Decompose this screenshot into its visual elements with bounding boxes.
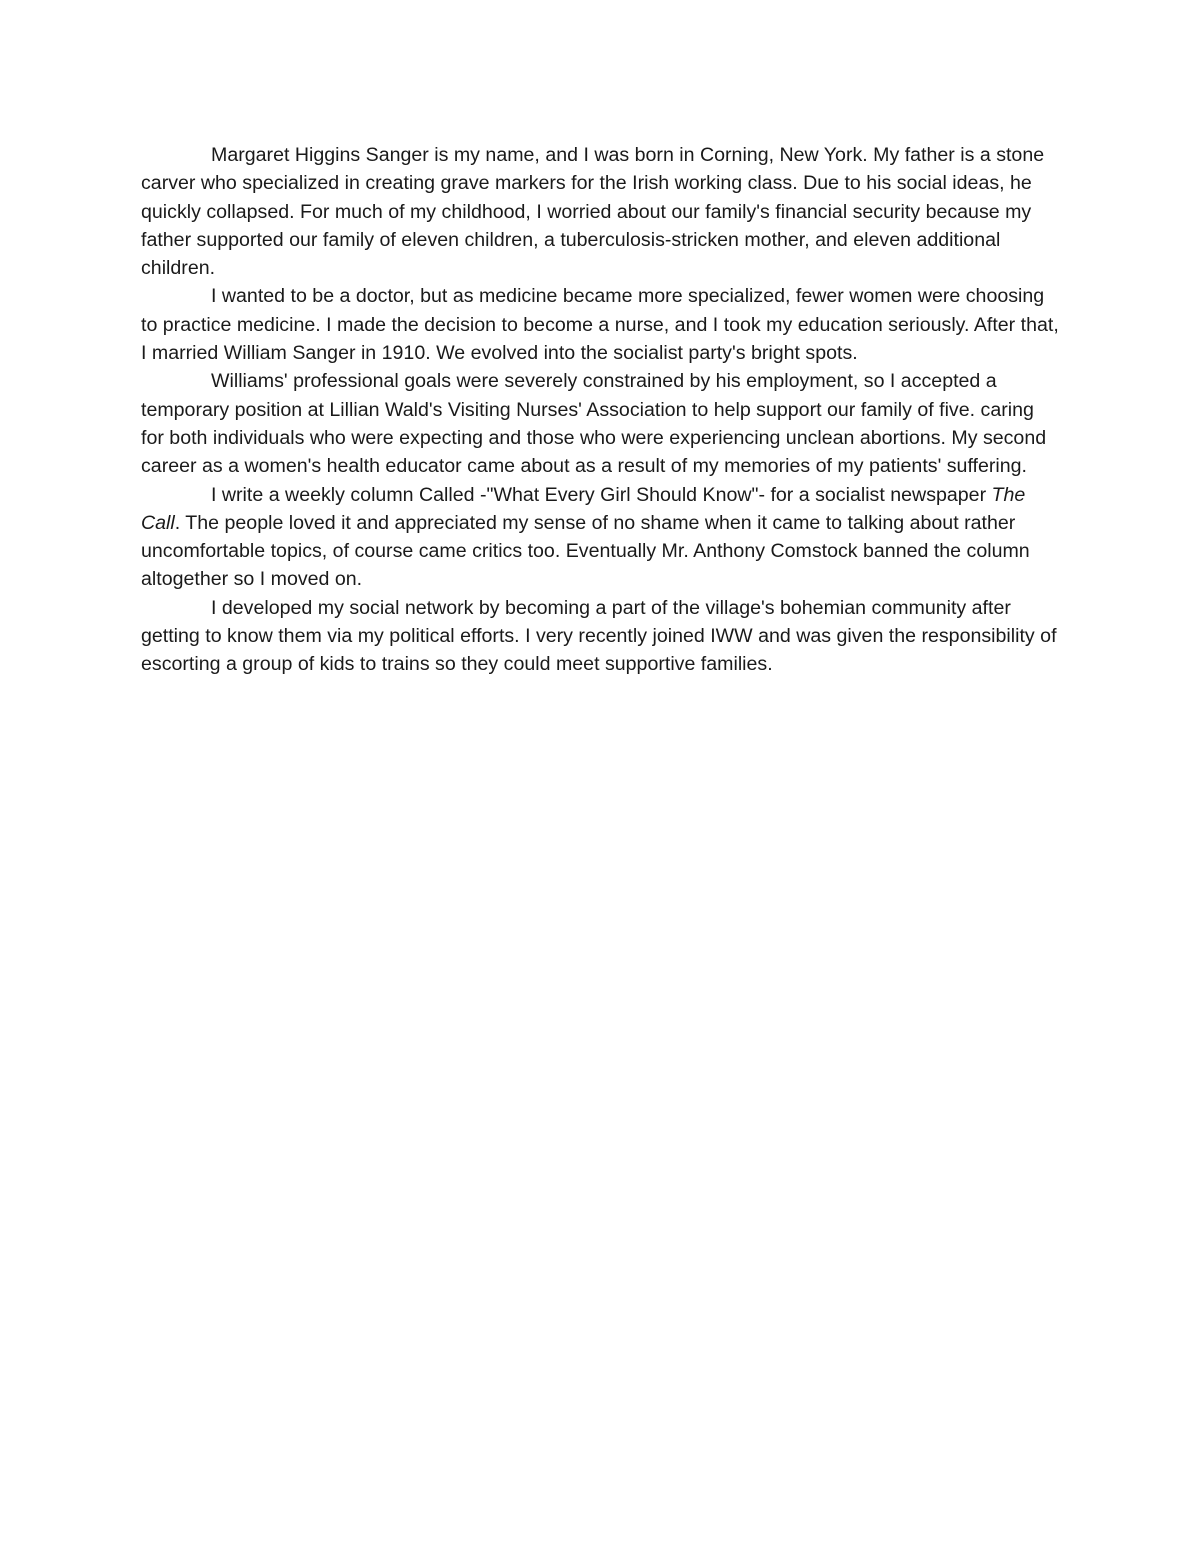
paragraph-5: I developed my social network by becoming a part of the village's bohemian community after getting to know them via my political efforts. I very recently joined IWW and was given the responsibility of escorting a group of kids to trains so they could meet supportive families. xyxy=(141,596,1057,676)
paragraph-4 xyxy=(141,481,1061,594)
paragraph-3: Williams' professional goals were severely constrained by his employment, so I accepted a temporary position at Lillian Wald's Visiting Nurses' Association to help support our family of five. caring for both individuals who were expecting and those who were experiencing unclean abortions. My second career as a women's health educator came about as a result of my memories of my patients' suffering. xyxy=(141,370,1047,478)
document-body xyxy=(141,141,1061,679)
paragraph-4-after: . The people loved it and appreciated my sense of no shame when it came to talking about rather uncomfortable topics, of course came critics too. Eventually Mr. Anthony Comstock banned the column altogether so I moved on. xyxy=(141,511,1030,591)
paragraph-2: I wanted to be a doctor, but as medicine became more specialized, fewer women were choosing to practice medicine. I made the decision to become a nurse, and I took my education seriously. After that, I married William Sanger in 1910. We evolved into the socialist party's bright spots. xyxy=(141,285,1059,365)
paragraph-4-before: I write a weekly column Called -"What Every Girl Should Know"- for a socialist newspaper xyxy=(211,483,992,506)
newspaper-title: The Call xyxy=(141,483,1026,534)
paragraph-1: Margaret Higgins Sanger is my name, and I was born in Corning, New York. My father is a stone carver who specialized in creating grave markers for the Irish working class. Due to his social ideas, he quickly collapsed. For much of my childhood, I worried about our family's financial security because my father supported our family of eleven children, a tuberculosis-stricken mother, and eleven additional children. xyxy=(141,144,1045,280)
